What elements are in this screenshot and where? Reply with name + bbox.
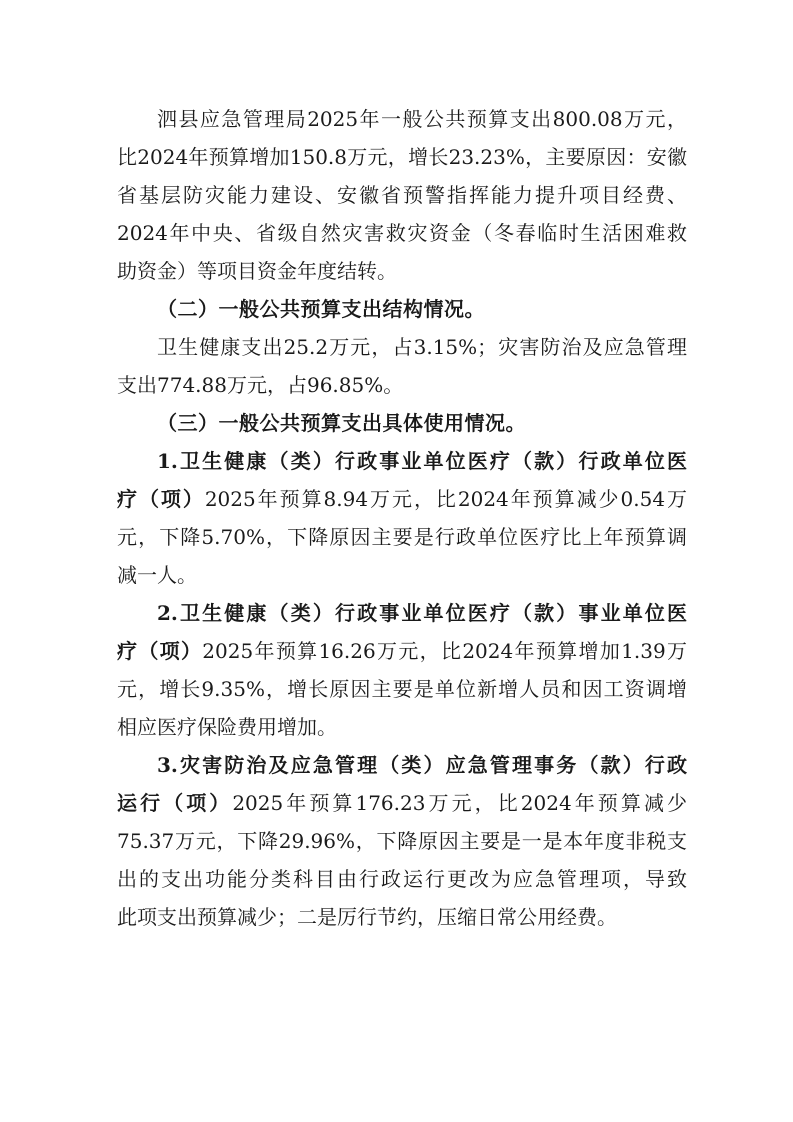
document-body [117, 100, 687, 936]
text-line: 减一人。 [117, 563, 197, 587]
item-title-continued: 疗（项） [117, 639, 203, 663]
item-2-public-institution-medical [117, 594, 687, 746]
text-line: 2024年中央、省级自然灾害救灾资金（冬春临时生活困难救 [117, 221, 687, 245]
item-text: 2025年预算8.94万元，比2024年预算减少0.54万 [204, 487, 687, 511]
item-title-line: 3.灾害防治及应急管理（类）应急管理事务（款）行政 [157, 753, 687, 777]
text-line: 卫生健康支出25.2万元，占3.15%；灾害防治及应急管理 [157, 335, 687, 359]
text-line: 元，增长9.35%，增长原因主要是单位新增人员和因工资调增 [117, 677, 687, 701]
text-line: 支出774.88万元，占96.85%。 [117, 373, 404, 397]
section-heading-usage: （三）一般公共预算支出具体使用情况。 [157, 411, 526, 435]
item-title-line: 1.卫生健康（类）行政事业单位医疗（款）行政单位医 [157, 449, 687, 473]
text-line: 省基层防灾能力建设、安徽省预警指挥能力提升项目经费、 [117, 183, 687, 207]
item-1-admin-medical [117, 442, 687, 594]
text-line [117, 480, 687, 518]
paragraph-budget-overview [117, 100, 687, 290]
text-line [117, 632, 687, 670]
item-title-continued: 疗（项） [117, 487, 205, 511]
section-heading-structure: （二）一般公共预算支出结构情况。 [157, 297, 485, 321]
text-line [117, 784, 687, 822]
item-title-continued: 运行（项） [117, 791, 233, 815]
text-line: 出的支出功能分类科目由行政运行更改为应急管理项，导致 [117, 867, 687, 891]
item-title-line: 2.卫生健康（类）行政事业单位医疗（款）事业单位医 [157, 601, 687, 625]
text-line: 泗县应急管理局2025年一般公共预算支出800.08万元， [157, 107, 687, 131]
text-line: 此项支出预算减少；二是厉行节约，压缩日常公用经费。 [117, 905, 617, 929]
text-line: 相应医疗保险费用增加。 [117, 715, 337, 739]
paragraph-structure [117, 328, 687, 404]
text-line: 75.37万元，下降29.96%，下降原因主要是一是本年度非税支 [117, 829, 687, 853]
text-line: 元，下降5.70%，下降原因主要是行政单位医疗比上年预算调 [117, 525, 687, 549]
item-text: 2025年预算176.23万元，比2024年预算减少 [232, 791, 688, 815]
text-line: 助资金）等项目资金年度结转。 [117, 259, 397, 283]
item-text: 2025年预算16.26万元，比2024年预算增加1.39万 [202, 639, 687, 663]
item-3-administrative-operation [117, 746, 687, 936]
text-line: 比2024年预算增加150.8万元，增长23.23%，主要原因：安徽 [117, 145, 687, 169]
